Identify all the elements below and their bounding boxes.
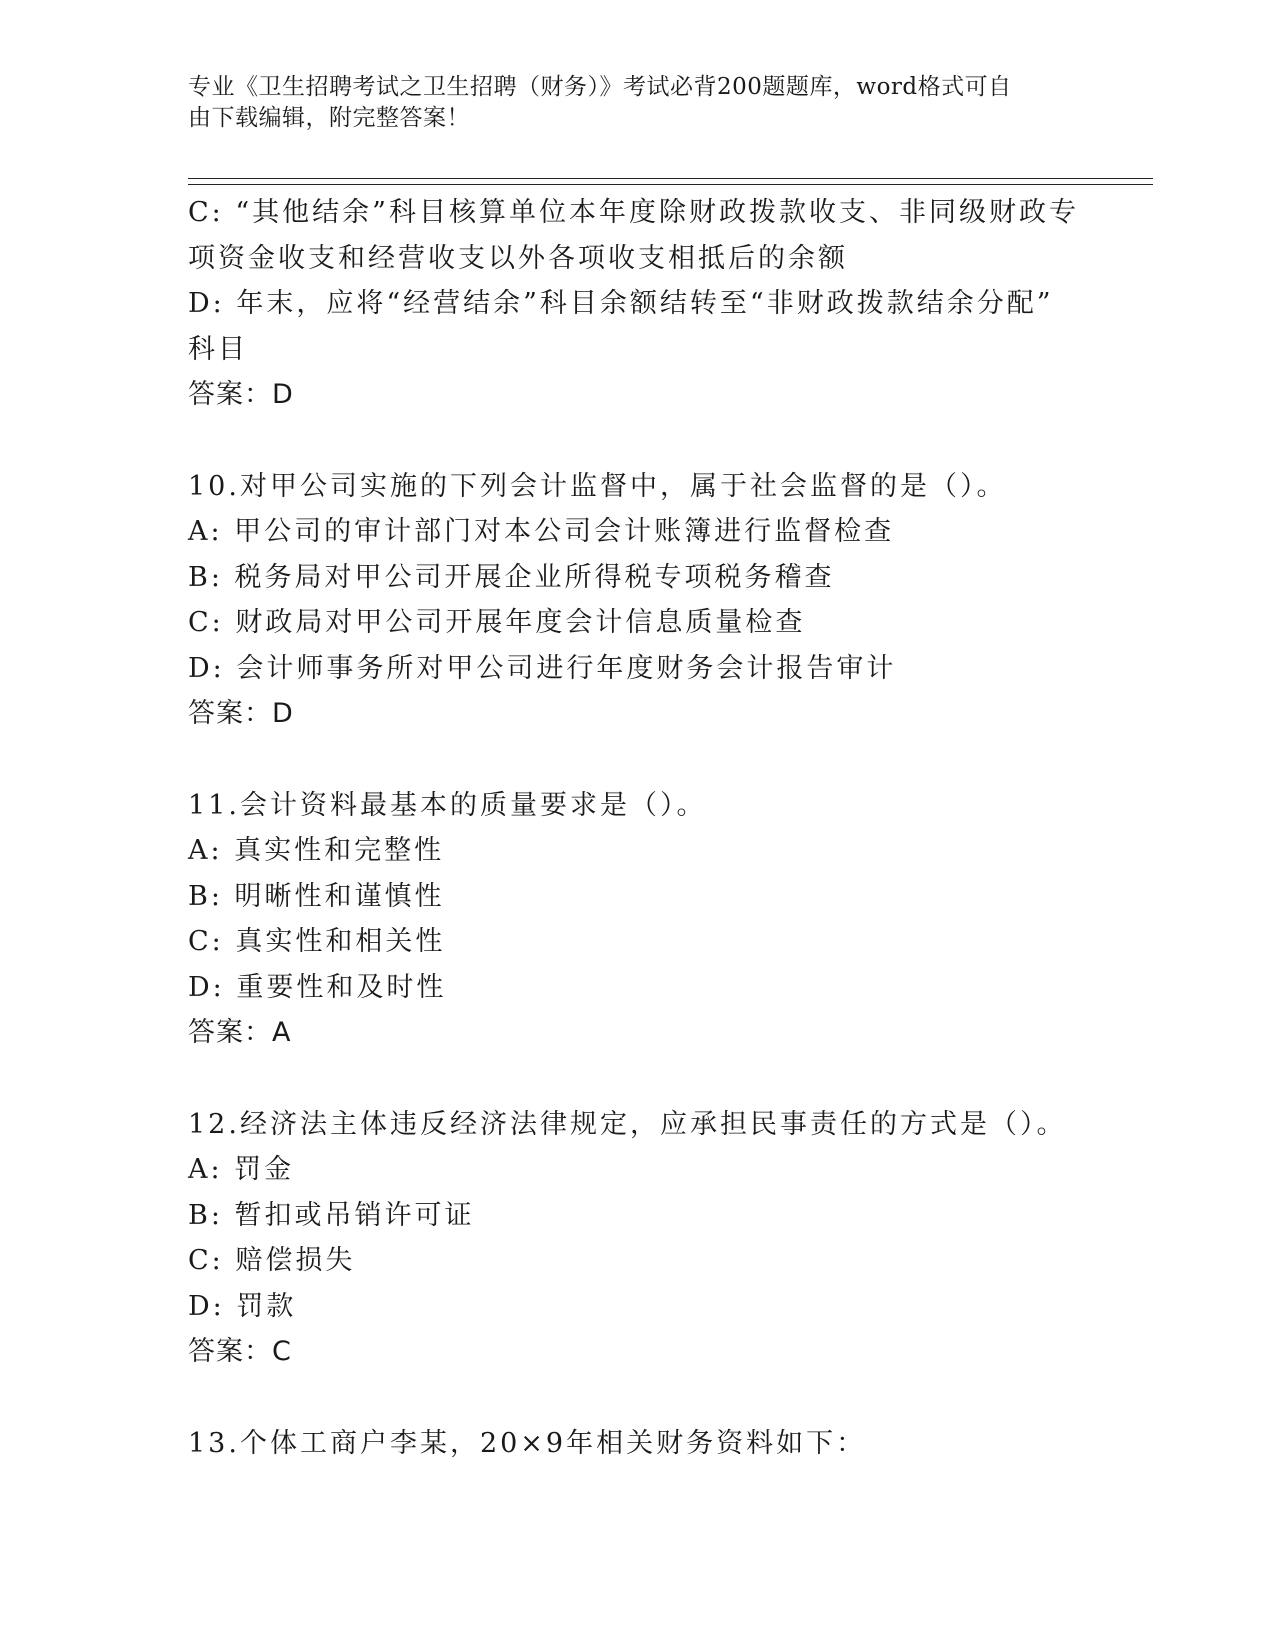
- document-body: [188, 190, 1088, 1466]
- option-b: B: 暂扣或吊销许可证: [188, 1199, 475, 1231]
- option-d-line-2: 科目: [188, 333, 248, 365]
- spacer: [188, 737, 1088, 783]
- question-11: [188, 783, 1088, 1056]
- question-9-tail: [188, 190, 1088, 418]
- option-c: C: 财政局对甲公司开展年度会计信息质量检查: [188, 607, 806, 638]
- answer: 答案：D: [188, 379, 294, 410]
- option-a: A: 真实性和完整性: [188, 835, 445, 866]
- question-stem: 12.经济法主体违反经济法律规定，应承担民事责任的方式是（）。: [188, 1108, 1067, 1140]
- spacer: [188, 1375, 1088, 1421]
- option-b: B: 明晰性和谨慎性: [188, 880, 445, 912]
- document-header: [188, 72, 1088, 134]
- answer: 答案：D: [188, 698, 294, 729]
- spacer: [188, 418, 1088, 464]
- answer: 答案：A: [188, 1017, 292, 1048]
- header-divider-bottom: [188, 184, 1153, 185]
- option-c-line-1: C: “其他结余”科目核算单位本年度除财政拨款收支、非同级财政专: [188, 197, 1079, 228]
- option-c: C: 真实性和相关性: [188, 926, 446, 957]
- option-d: D: 重要性和及时性: [188, 971, 447, 1003]
- option-d: D: 罚款: [188, 1290, 297, 1322]
- question-10: [188, 464, 1088, 737]
- header-line-1: 专业《卫生招聘考试之卫生招聘（财务）》考试必背200题题库，word格式可自: [188, 74, 1012, 100]
- option-a: A: 罚金: [188, 1154, 295, 1185]
- question-stem: 13.个体工商户李某，20×9年相关财务资料如下：: [188, 1427, 867, 1459]
- spacer: [188, 1056, 1088, 1102]
- question-stem: 10.对甲公司实施的下列会计监督中，属于社会监督的是（）。: [188, 470, 1007, 502]
- option-c: C: 赔偿损失: [188, 1245, 356, 1276]
- header-line-2: 由下载编辑，附完整答案！: [188, 105, 470, 131]
- option-d-line-1: D: 年末，应将“经营结余”科目余额结转至“非财政拨款结余分配”: [188, 288, 1054, 319]
- option-d: D: 会计师事务所对甲公司进行年度财务会计报告审计: [188, 652, 897, 684]
- question-13: [188, 1421, 1088, 1467]
- option-b: B: 税务局对甲公司开展企业所得税专项税务稽查: [188, 561, 835, 593]
- header-divider-top: [188, 178, 1153, 179]
- answer: 答案：C: [188, 1336, 292, 1367]
- option-c-line-2: 项资金收支和经营收支以外各项收支相抵后的余额: [188, 242, 848, 274]
- question-12: [188, 1102, 1088, 1375]
- option-a: A: 甲公司的审计部门对本公司会计账簿进行监督检查: [188, 516, 895, 547]
- question-stem: 11.会计资料最基本的质量要求是（）。: [188, 789, 707, 821]
